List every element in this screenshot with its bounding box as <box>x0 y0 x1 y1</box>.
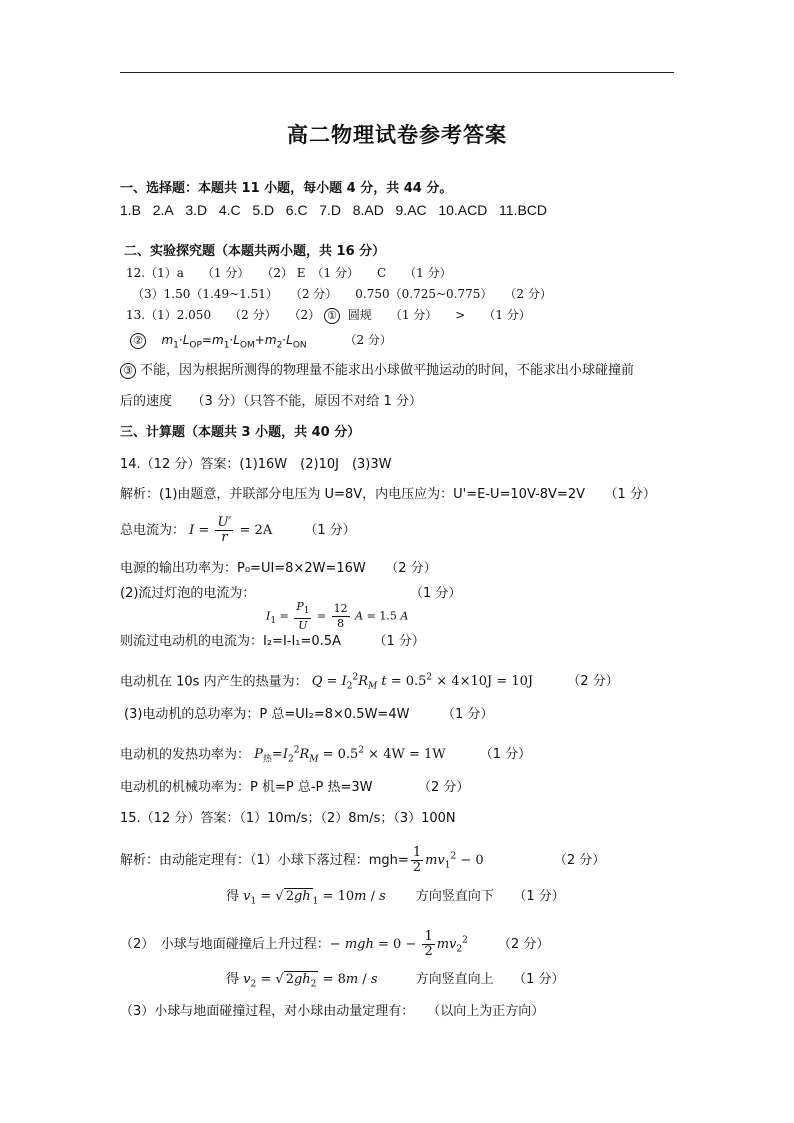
answer-item: 4.C <box>218 202 241 218</box>
section3-header: 三、计算题（本题共 3 小题，共 40 分） <box>120 425 361 440</box>
q14-line5: 则流过电动机的电流为：I₂=I-I₁=0.5A （1 分） <box>120 634 425 649</box>
answer-item: 11.BCD <box>499 202 547 218</box>
score: （1 分） <box>304 523 356 538</box>
q15-line4: 得 $v_2$ = √ $2gh_2 = 8m / s$ 方向竖直向上 （1 分） <box>226 972 565 990</box>
answer-item: 8.AD <box>352 202 384 218</box>
score: （2 分） <box>498 937 550 952</box>
direction-note: 方向竖直向上 （1 分） <box>415 972 565 987</box>
q14-line6: 电动机在 10s 内产生的热量为： $Q = I_2^2R_M$ $t = 0.5^2 \times 4\times 10J = 10J$ （2 分） <box>120 673 619 692</box>
q15-line5: （3）小球与地面碰撞过程，对小球由动量定理有： （以向上为正方向） <box>120 1004 545 1019</box>
q13-part1: 13.（1）2.050 （2 分） （2） <box>126 308 321 322</box>
q14-line1: 解析：(1)由题意，并联部分电压为 U=8V，内电压应为：U'=E-U=10V-8V=2V （1 分） <box>120 487 656 502</box>
score: （2 分） <box>344 333 392 347</box>
direction-note: 方向竖直向下 （1 分） <box>415 889 565 904</box>
q13c-text: 不能，因为根据所测得的物理量不能求出小球做平抛运动的时间，不能求出小球碰撞前 <box>140 363 635 378</box>
answer-item: 1.B <box>120 202 142 218</box>
q15-answer: 15.（12 分）答案：（1）10m/s；（2）8m/s；（3）100N <box>120 811 456 826</box>
answer-item: 7.D <box>319 202 342 218</box>
label: （2） 小球与地面碰撞后上升过程： <box>120 937 330 952</box>
q14-formula-I1: $I_1$ = $\frac{P_1}{U}$ = $\frac{12}{8}$ A = 1.5 A <box>266 600 409 633</box>
label: 总电流为： <box>120 523 186 538</box>
q13-line1 <box>126 306 531 324</box>
q13-line2: ② $m_1\cdot L_{OP}=m_1\cdot L_{OM}+m_2\cdot L_{ON}$ （2 分） <box>130 331 392 354</box>
answer-item: 10.ACD <box>438 202 488 218</box>
section2-header: 二、实验探究题（本题共两小题，共 16 分） <box>124 244 386 259</box>
score: （1 分） <box>410 586 462 601</box>
page-title: 高二物理试卷参考答案 <box>287 123 507 147</box>
circled-number: ③ <box>120 363 136 379</box>
label: 解析：由动能定理有：（1）小球下落过程：mgh= <box>120 853 409 868</box>
q13-part2: 圆规 （1 分） > （1 分） <box>347 308 531 322</box>
score: （2 分） <box>567 674 619 690</box>
header-rule <box>120 72 674 73</box>
score: （2 分） <box>553 853 606 868</box>
q14-line8: 电动机的发热功率为： $P_热=I_2^2R_M = 0.5^2 \times 4W = 1W$ （1 分） <box>120 746 532 765</box>
q15-line1: 解析：由动能定理有：（1）小球下落过程：mgh= $\frac{1}{2}$ $mv_1^2 - 0$ （2 分） <box>120 845 606 875</box>
q12-line1: 12.（1）a （1 分） （2） E （1 分） C （1 分） <box>126 266 452 280</box>
q14-line7: (3)电动机的总功率为：P 总=UI₂=8×0.5W=4W （1 分） <box>124 707 494 722</box>
answer-item: 9.AC <box>395 202 427 218</box>
label: 电动机在 10s 内产生的热量为： <box>120 674 308 690</box>
score: （1 分） <box>479 747 532 763</box>
section1-answers <box>120 201 547 219</box>
q14-line2: 总电流为： I = $\frac{U'}{r}$ = 2A （1 分） <box>120 515 356 545</box>
circled-number: ① <box>324 308 340 324</box>
answer-item: 6.C <box>285 202 308 218</box>
q12-line2: （3）1.50（1.49~1.51） （2 分） 0.750（0.725~0.775） （2 分） <box>132 287 552 301</box>
q15-line3: （2） 小球与地面碰撞后上升过程：− mgh = 0 − $\frac{1}{2}$ $mv_2^2$ （2 分） <box>120 929 550 959</box>
section1-header: 一、选择题：本题共 11 小题，每小题 4 分，共 44 分。 <box>120 181 453 196</box>
q14-line4 <box>120 585 255 603</box>
q14-line9: 电动机的机械功率为：P 机=P 总-P 热=3W （2 分） <box>120 780 470 795</box>
q14-answer: 14.（12 分）答案：(1)16W (2)10J (3)3W <box>120 457 392 472</box>
q14-line3: 电源的输出功率为：P₀=UI=8×2W=16W （2 分） <box>120 561 437 576</box>
q13-line4: 后的速度 （3 分）（只答不能，原因不对给 1 分） <box>120 394 422 409</box>
circled-number: ② <box>130 333 146 349</box>
q15-line2: 得 $v_1$ = √ 2gh $_1$ = 10m / s 方向竖直向下 （1 分） <box>226 889 565 907</box>
answer-item: 2.A <box>152 202 174 218</box>
answer-item: 3.D <box>185 202 208 218</box>
q13-line3 <box>120 362 634 380</box>
answer-item: 5.D <box>252 202 275 218</box>
label: (2)流过灯泡的电流为： <box>120 586 256 601</box>
label: 电动机的发热功率为： <box>120 747 251 763</box>
